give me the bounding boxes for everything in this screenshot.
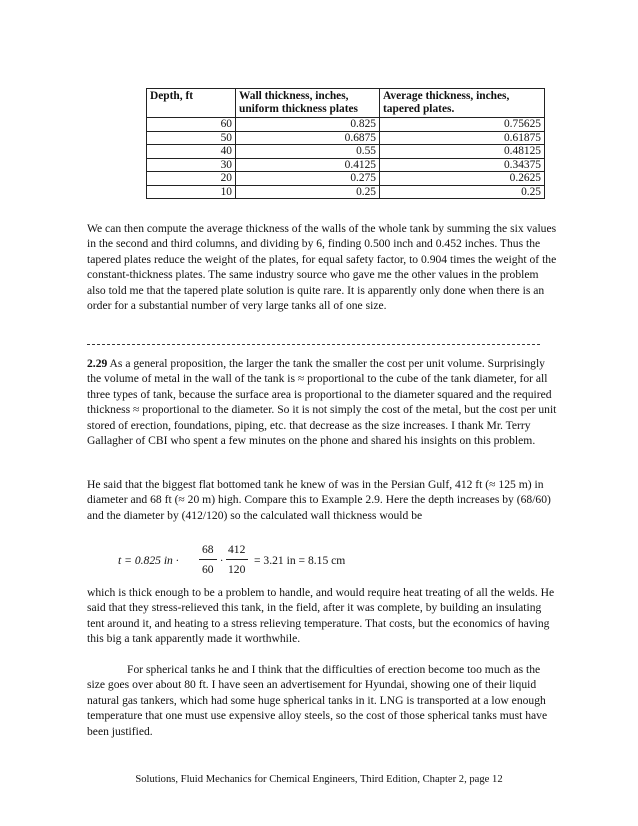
header-uniform-thickness: Wall thickness, inches, uniform thickness plates [236,89,380,118]
table-row [147,158,545,172]
cell-tapered: 0.48125 [380,145,545,159]
equation-lhs: t = 0.825 in · [118,554,179,567]
cell-tapered: 0.2625 [380,172,545,186]
section-number: 2.29 [87,357,108,370]
cell-uniform: 0.825 [236,118,380,132]
cell-depth: 10 [147,185,236,199]
cell-depth: 30 [147,158,236,172]
fraction2-numerator: 412 [228,543,246,556]
cell-tapered: 0.34375 [380,158,545,172]
cell-depth: 20 [147,172,236,186]
paragraph-average-thickness: We can then compute the average thickness of the walls of the whole tank by summing the six values in the second and third columns, and dividing by 6, finding 0.500 inch and 0.452 inches. Thus the tapered plates reduce the weight of the plates, for equal safety factor, to 0.904 times the weight of the constant-thickness plates. The same industry source who gave me the other values in the problem also told me that the tapered plate solution is quite rare. It is apparently only done when there is an order for a substantial number of very large tanks all of one size. [87,222,557,313]
cell-depth: 40 [147,145,236,159]
paragraph-stress-relief: which is thick enough to be a problem to handle, and would require heat treating of all the welds. He said that they stress-relieved this tank, in the field, after it was complete, by building an insulating tent around it, and heating to a stress relieving temperature. That costs, but the economics of having this big a tank apparently made it worthwhile. [87,586,555,646]
cell-depth: 60 [147,118,236,132]
cell-depth: 50 [147,131,236,145]
fraction1-numerator: 68 [202,543,214,556]
table-row [147,118,545,132]
page-footer: Solutions, Fluid Mechanics for Chemical Engineers, Third Edition, Chapter 2, page 12 [135,774,503,785]
header-depth: Depth, ft [147,89,236,118]
cell-uniform: 0.25 [236,185,380,199]
thickness-table [146,88,545,199]
table-row [147,145,545,159]
fraction2-bar [226,559,248,560]
cell-uniform: 0.4125 [236,158,380,172]
cell-tapered: 0.75625 [380,118,545,132]
fraction1-bar [199,559,217,560]
section-text: As a general proposition, the larger the tank the smaller the cost per unit volume. Surprisingly the volume of metal in the wall of the tank is ≈ proportional to the cube of the tank diameter, for all three types of tank, because the surface area is proportional to the diameter squared and the required thickness ≈ proportional to the diameter. So it is not simply the cost of the metal, but the cost per unit stored of erection, foundations, piping, etc. that decrease as the size increases. I thank Mr. Terry Gallagher of CBI who spent a few minutes on the phone and shared his insights on this problem. [87,357,557,448]
header-tapered-thickness: Average thickness, inches, tapered plates. [380,89,545,118]
fraction1-denominator: 60 [202,563,214,576]
table-header-row [147,89,545,118]
thickness-equation [118,543,378,579]
cell-uniform: 0.6875 [236,131,380,145]
fraction2-denominator: 120 [228,563,246,576]
table-row [147,185,545,199]
table-row [147,172,545,186]
equation-rhs: = 3.21 in = 8.15 cm [254,554,346,567]
equation-dot: · [220,554,223,567]
table-row [147,131,545,145]
paragraph-spherical-tanks: For spherical tanks he and I think that the difficulties of erection become too much as the size goes over about 80 ft. I have seen an advertisement for Hyundai, showing one of their liquid natural gas tankers, which had some huge spherical tanks in it. LNG is transported at a low enough temperature that one must use expensive alloy steels, so the cost of those spherical tanks must have been justified. [87,663,548,738]
cell-tapered: 0.25 [380,185,545,199]
cell-uniform: 0.55 [236,145,380,159]
section-divider [87,344,540,345]
cell-tapered: 0.61875 [380,131,545,145]
section-2-29 [87,356,557,448]
paragraph-persian-gulf-tank: He said that the biggest flat bottomed tank he knew of was in the Persian Gulf, 412 ft (≈ 125 m) in diameter and 68 ft (≈ 20 m) high. Compare this to Example 2.9. Here the depth increases by (68/60) and the diameter by (412/120) so the calculated wall thickness would be [87,478,551,522]
cell-uniform: 0.275 [236,172,380,186]
